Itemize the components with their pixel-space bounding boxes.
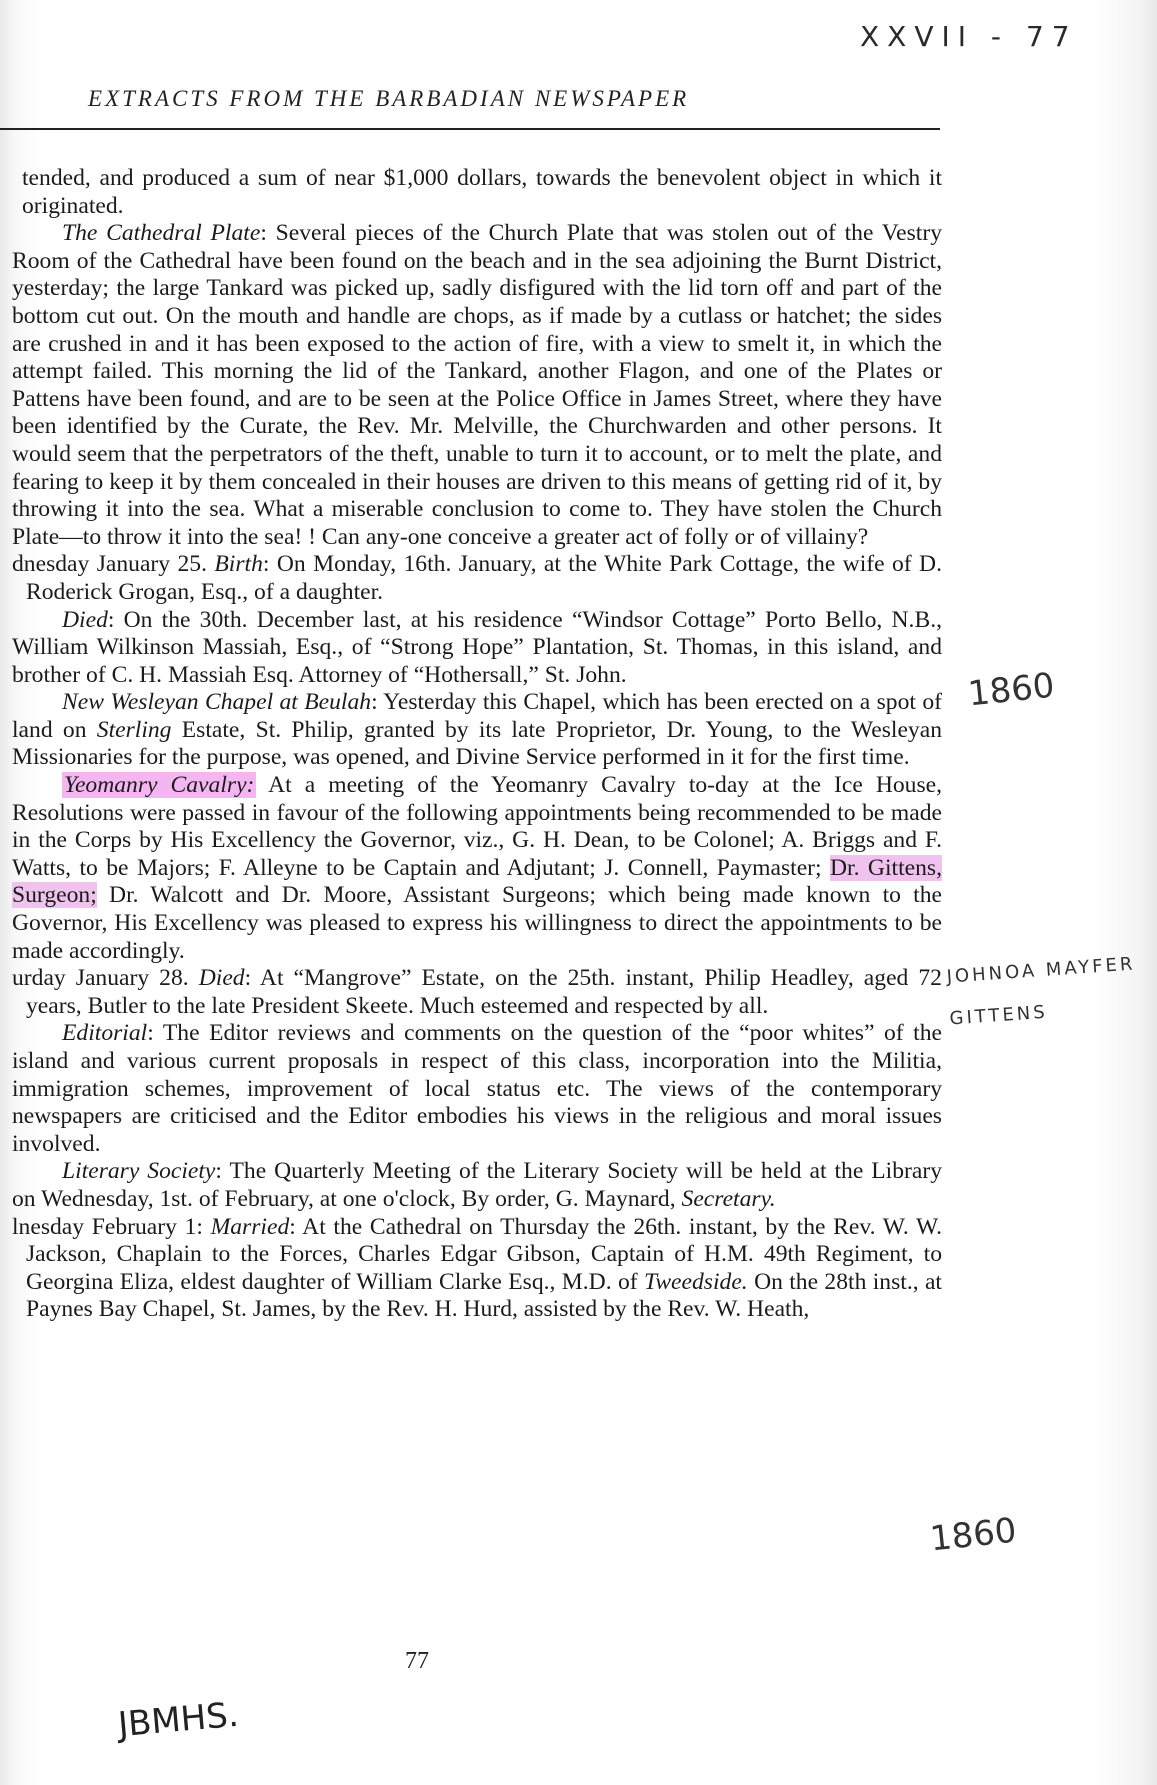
paragraph-literary-society: Literary Society: The Quarterly Meeting of the Literary Society will be held at the Library on Wednesday, 1st. of February, at one o'clock, By order, G. Maynard, Secretary.: [12, 1158, 942, 1212]
paragraph-editorial: Editorial: The Editor reviews and comments on the question of the “poor whites” of the island and various current proposals in respect of this class, incorporation into the Militia, immigration schemes, improvement of local status etc. The views of the contemporary newspapers are criticised and the Editor embodies his views in the religious and moral issues involved.: [12, 1020, 942, 1157]
handwritten-year-note: 1860: [928, 1510, 1019, 1560]
paragraph-died-headley: urday January 28. Died: At “Mangrove” Estate, on the 25th. instant, Philip Headley, aged 72 years, Butler to the late President Skeete. Much esteemed and respected by all.: [12, 965, 942, 1019]
paragraph-married: lnesday February 1: Married: At the Cathedral on Thursday the 26th. instant, by the Rev. W. W. Jackson, Chaplain to the Forces, Charles Edgar Gibson, Captain of H.M. 49th Regiment, to Georgina Eliza, eldest daughter of William Clarke Esq., M.D. of Tweedside. On the 28th inst., at Paynes Bay Chapel, St. James, by the Rev. H. Hurd, assisted by the Rev. W. Heath,: [12, 1213, 943, 1323]
paragraph-yeomanry-cavalry: Yeomanry Cavalry: At a meeting of the Yeomanry Cavalry to-day at the Ice House, Resolutions were passed in favour of the following appointments being recommended to be made in the Corps by His Excellency the Governor, viz., G. H. Dean, to be Colonel; A. Briggs and F. Watts, to be Majors; F. Alleyne to be Captain and Adjutant; J. Connell, Paymaster; Dr. Gittens, Surgeon; Dr. Walcott and Dr. Moore, Assistant Surgeons; which being made known to the Governor, His Excellency was pleased to express his willingness to direct the appointments to be made accordingly.: [12, 772, 942, 964]
heading-editorial: Editorial: [62, 1020, 148, 1047]
heading-wesleyan-chapel: New Wesleyan Chapel at Beulah: [62, 689, 372, 716]
handwritten-initials: JBMHS.: [116, 1694, 241, 1746]
heading-died: Died: [198, 965, 245, 992]
paragraph-birth: dnesday January 25. Birth: On Monday, 16th. January, at the White Park Cottage, the wife of D. Roderick Grogan, Esq., of a daughter.: [12, 551, 942, 605]
paragraph-cathedral-plate: The Cathedral Plate: Several pieces of the Church Plate that was stolen out of the Vestry Room of the Cathedral have been found on the beach and in the sea adjoining the Burnt District, yesterday; the large Tankard was picked up, sadly disfigured with the lid torn off and part of the bottom cut out. On the mouth and handle are chops, as if made by a cutlass or hatchet; the sides are crushed in and it has been exposed to the action of fire, with a view to smelt it, in which the attempt failed. This morning the lid of the Tankard, another Flagon, and one of the Plates or Pattens have been found, and are to be seen at the Police Office in James Street, where they have been identified by the Curate, the Rev. Mr. Melville, the Churchwarden and other persons. It would seem that the perpetrators of the theft, unable to turn it to account, or to melt the plate, and fearing to keep it by them concealed in their houses are driven to this means of getting rid of it, by throwing it into the sea. What a miserable conclusion to come to. They have stolen the Church Plate—to throw it into the sea! ! Can any-one conceive a greater act of folly or of villainy?: [12, 220, 942, 550]
paragraph-died-massiah: Died: On the 30th. December last, at his residence “Windsor Cottage” Porto Bello, N.B., William Wilkinson Massiah, Esq., of “Strong Hope” Plantation, St. Thomas, in this island, and brother of C. H. Massiah Esq. Attorney of “Hothersall,” St. John.: [12, 606, 942, 688]
running-head: EXTRACTS FROM THE BARBADIAN NEWSPAPER: [88, 86, 690, 111]
heading-cathedral-plate: The Cathedral Plate: [62, 220, 261, 247]
heading-married: Married: [210, 1213, 290, 1240]
heading-died: Died: [62, 606, 108, 633]
handwritten-year-note: 1860: [966, 665, 1057, 715]
heading-yeomanry-cavalry-highlighted: Yeomanry Cavalry:: [64, 772, 255, 799]
highlighted-gittens-surgeon: Dr. Gittens, Surgeon;: [12, 854, 942, 909]
heading-literary-society: Literary Society: [62, 1158, 216, 1185]
entry-date: dnesday January 25.: [12, 551, 207, 578]
article-body: [12, 165, 942, 1324]
handwritten-reference-mark: XXVII - 77: [860, 20, 1078, 53]
paragraph-continuation: tended, and produced a sum of near $1,000 dollars, towards the benevolent object in which it originated.: [22, 165, 942, 219]
entry-date: lnesday February 1:: [12, 1213, 203, 1240]
paragraph-wesleyan-chapel: New Wesleyan Chapel at Beulah: Yesterday this Chapel, which has been erected on a spot of land on Sterling Estate, St. Philip, granted by its late Proprietor, Dr. Young, to the Wesleyan Missionaries for the purpose, was opened, and Divine Service performed in it for the first time.: [12, 689, 942, 771]
header-rule: [0, 128, 940, 130]
handwritten-name-note: JOHNOA MAYFER GITTENS: [945, 953, 1137, 1030]
heading-birth: Birth: [214, 551, 263, 578]
entry-date: urday January 28.: [12, 965, 189, 992]
page-number: 77: [405, 1648, 429, 1674]
